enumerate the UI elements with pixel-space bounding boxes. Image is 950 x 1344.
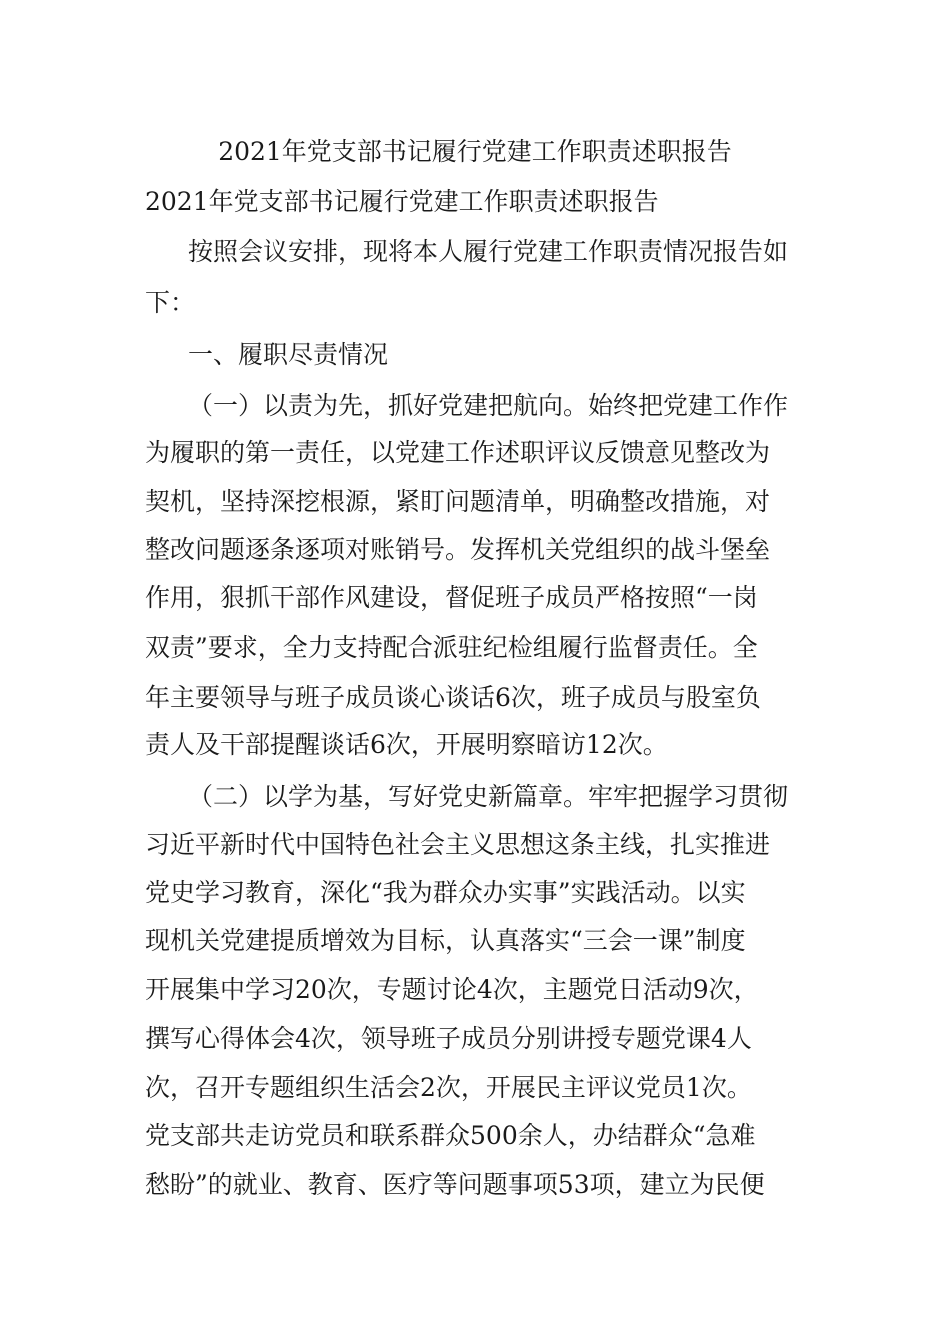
paragraph-line: 现机关党建提质增效为目标，认真落实“三会一课”制度 xyxy=(145,926,746,955)
paragraph-line: 作用，狠抓干部作风建设，督促班子成员严格按照“一岗 xyxy=(145,583,758,612)
paragraph-line: 次，召开专题组织生活会2次，开展民主评议党员1次。 xyxy=(145,1073,752,1102)
paragraph-line: 责人及干部提醒谈话6次，开展明察暗访12次。 xyxy=(145,730,668,759)
paragraph-line: 撰写心得体会4次，领导班子成员分别讲授专题党课4人 xyxy=(145,1024,752,1053)
paragraph-line: 开展集中学习20次，专题讨论4次，主题党日活动9次， xyxy=(145,975,759,1004)
paragraph-line: 年主要领导与班子成员谈心谈话6次，班子成员与股室负 xyxy=(145,683,761,712)
paragraph-line: 习近平新时代中国特色社会主义思想这条主线，扎实推进 xyxy=(145,830,771,859)
paragraph-line: 党史学习教育，深化“我为群众办实事”实践活动。以实 xyxy=(145,878,746,907)
paragraph-line: 按照会议安排，现将本人履行党建工作职责情况报告如 xyxy=(188,237,789,266)
paragraph-line: 整改问题逐条逐项对账销号。发挥机关党组织的战斗堡垒 xyxy=(145,535,771,564)
paragraph-line: 愁盼”的就业、教育、医疗等问题事项53项，建立为民便 xyxy=(145,1170,765,1199)
paragraph-line: 党支部共走访党员和联系群众500余人，办结群众“急难 xyxy=(145,1121,756,1150)
paragraph-line: 契机，坚持深挖根源，紧盯问题清单，明确整改措施，对 xyxy=(145,487,771,516)
paragraph-line: （一）以责为先，抓好党建把航向。始终把党建工作作 xyxy=(188,391,789,420)
paragraph-line: 下： xyxy=(145,288,196,317)
document-subtitle: 2021年党支部书记履行党建工作职责述职报告 xyxy=(145,187,659,216)
paragraph-line: 双责”要求，全力支持配合派驻纪检组履行监督责任。全 xyxy=(145,633,758,662)
paragraph-line: （二）以学为基，写好党史新篇章。牢牢把握学习贯彻 xyxy=(188,782,789,811)
section-heading: 一、履职尽责情况 xyxy=(188,340,389,369)
document-title: 2021年党支部书记履行党建工作职责述职报告 xyxy=(218,137,732,166)
paragraph-line: 为履职的第一责任，以党建工作述职评议反馈意见整改为 xyxy=(145,438,771,467)
